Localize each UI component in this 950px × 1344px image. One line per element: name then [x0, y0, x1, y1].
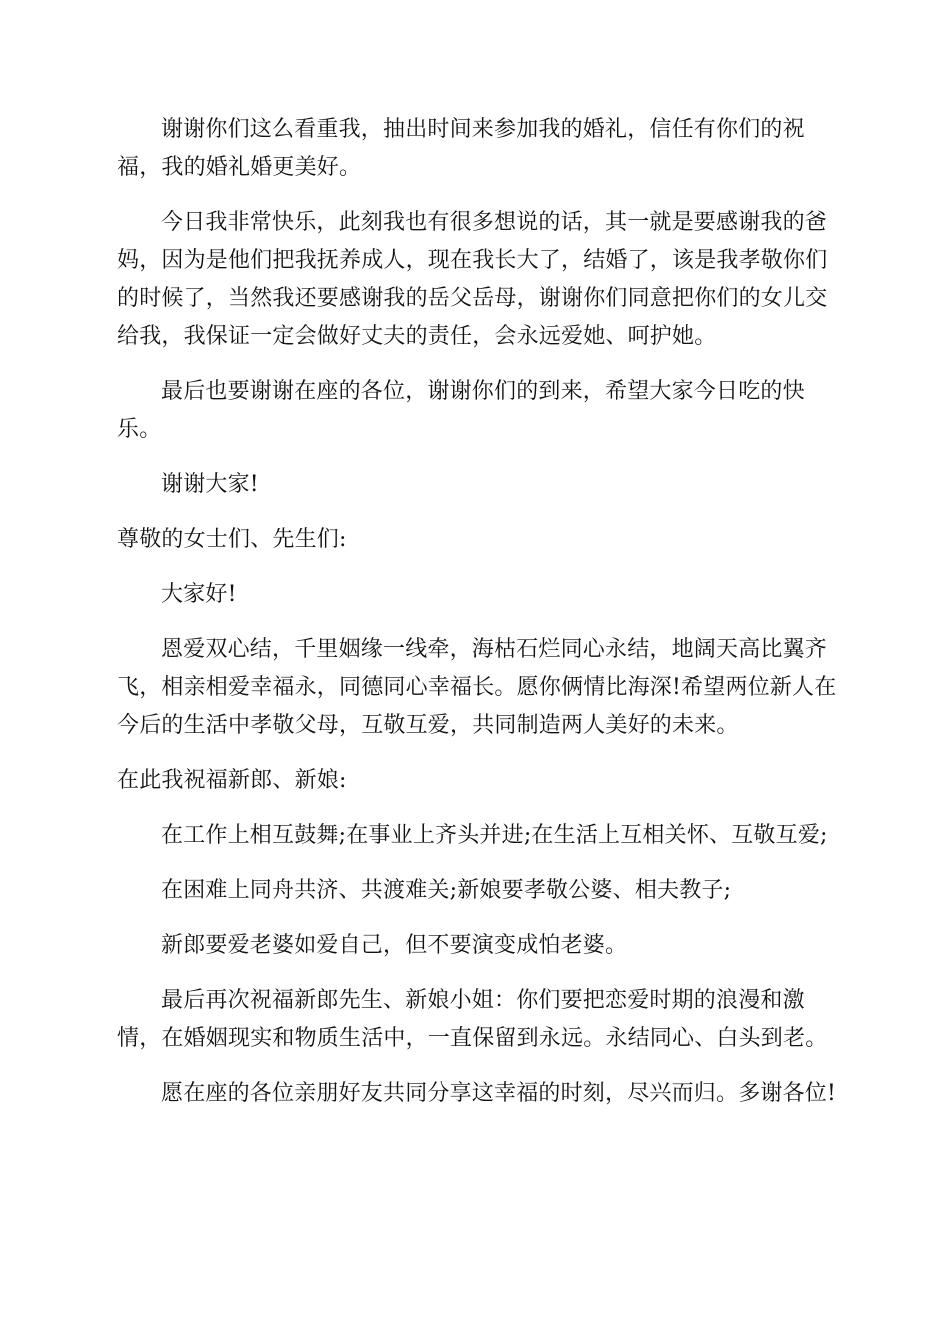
paragraph-thanks-parents: 今日我非常快乐，此刻我也有很多想说的话，其一就是要感谢我的爸妈，因为是他们把我抚养成人，现在我长大了，结婚了，该是我孝敬你们的时候了，当然我还要感谢我的岳父岳母，谢谢你们同意把你们的女儿交给我，我保证一定会做好丈夫的责任，会永远爱她、呵护她。 [117, 210, 828, 349]
document-body [117, 111, 837, 1130]
paragraph-closing: 愿在座的各位亲朋好友共同分享这幸福的时刻，尽兴而归。多谢各位! [161, 1081, 837, 1106]
paragraph-wish-work: 在工作上相互鼓舞;在事业上齐头并进;在生活上互相关怀、互敬互爱; [161, 823, 828, 848]
paragraph-final-blessing: 最后再次祝福新郎先生、新娘小姐：你们要把恋爱时期的浪漫和激情，在婚姻现实和物质生活中，一直保留到永远。永结同心、白头到老。 [117, 988, 828, 1051]
paragraph-thank-you-all: 谢谢大家! [161, 472, 259, 497]
paragraph-blessing: 恩爱双心结，千里姻缘一线牵，海枯石烂同心永结，地阔天高比翼齐飞，相亲相爱幸福永，同德同心幸福长。愿你俩情比海深!希望两位新人在今后的生活中孝敬父母，互敬互爱，共同制造两人美好的未来。 [117, 637, 837, 738]
paragraph-thanks-attendees: 最后也要谢谢在座的各位，谢谢你们的到来，希望大家今日吃的快乐。 [117, 379, 805, 442]
paragraph-wish-hardship: 在困难上同舟共济、共渡难关;新娘要孝敬公婆、相夫教子; [161, 878, 732, 903]
paragraph-greeting: 大家好! [161, 582, 237, 607]
paragraph-salutation: 尊敬的女士们、先生们: [117, 527, 347, 552]
paragraph-thanks-guests: 谢谢你们这么看重我，抽出时间来参加我的婚礼，信任有你们的祝福，我的婚礼婚更美好。 [117, 117, 805, 180]
paragraph-wish-intro: 在此我祝福新郎、新娘: [117, 768, 347, 793]
paragraph-wish-groom: 新郎要爱老婆如爱自己，但不要演变成怕老婆。 [161, 933, 628, 958]
